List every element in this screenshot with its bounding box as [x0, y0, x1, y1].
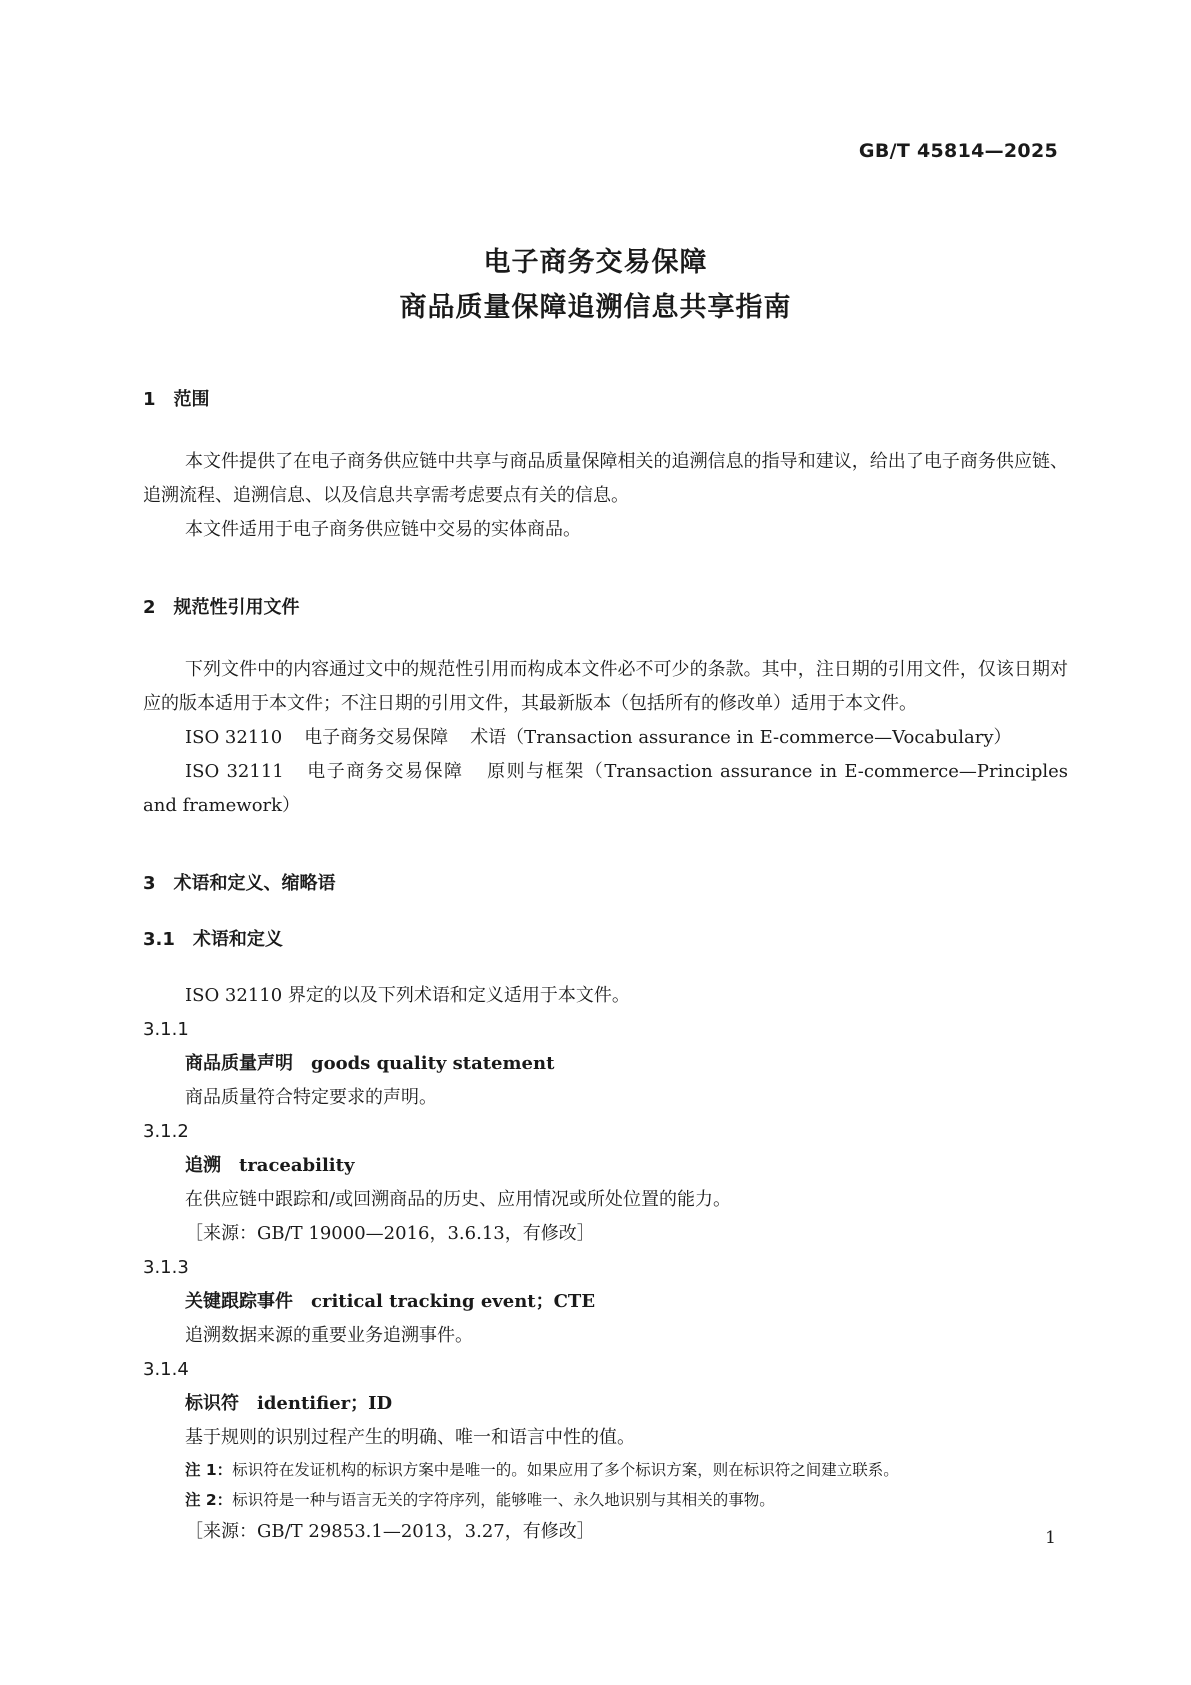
term-note: [143, 1455, 1068, 1485]
term-name: [143, 1149, 1068, 1183]
term-name: [143, 1285, 1068, 1319]
reference-code: ISO 32110: [185, 727, 283, 748]
reference-code: ISO 32111: [185, 761, 284, 782]
reference-desc: 术语（Transaction assurance in E-commerce—Vocabulary）: [470, 727, 1012, 748]
section-title: 术语和定义、缩略语: [173, 873, 336, 894]
standard-code: GB/T 45814—2025: [858, 140, 1058, 162]
subsection-number: 3.1: [143, 929, 175, 950]
term-number: 3.1.4: [143, 1359, 189, 1380]
term-definition: 在供应链中跟踪和/或回溯商品的历史、应用情况或所处位置的能力。: [185, 1189, 732, 1210]
term-name: [143, 1387, 1068, 1421]
term-number: 3.1.2: [143, 1121, 189, 1142]
note-text: 标识符在发证机构的标识方案中是唯一的。如果应用了多个标识方案，则在标识符之间建立联系。: [232, 1461, 899, 1479]
section-title: 规范性引用文件: [173, 597, 300, 618]
term-source: ［来源：GB/T 29853.1—2013，3.27，有修改］: [185, 1521, 595, 1542]
note-label: 注 2：: [185, 1491, 233, 1509]
title-line-1: 电子商务交易保障: [483, 247, 708, 278]
reference-title: 电子商务交易保障: [304, 727, 449, 748]
reference-desc: 原则与框架（Transaction assurance in E-commerce—Principles and framework）: [143, 761, 1068, 816]
term-number: 3.1.3: [143, 1257, 189, 1278]
note-text: 标识符是一种与语言无关的字符序列，能够唯一、永久地识别与其相关的事物。: [232, 1491, 775, 1509]
reference-item: [143, 721, 1068, 755]
subsection-3-1-heading: [143, 923, 1068, 957]
section-1-heading: [143, 383, 1068, 417]
section-2-heading: [143, 591, 1068, 625]
term-definition: 商品质量符合特定要求的声明。: [185, 1087, 437, 1108]
term-en: identifier；ID: [257, 1393, 393, 1414]
section-number: 3: [143, 873, 156, 894]
term-zh: 追溯: [185, 1155, 221, 1176]
term-note: [143, 1485, 1068, 1515]
term-zh: 关键跟踪事件: [185, 1291, 293, 1312]
term-definition: 基于规则的识别过程产生的明确、唯一和语言中性的值。: [185, 1427, 635, 1448]
section-title: 范围: [173, 389, 210, 410]
note-label: 注 1：: [185, 1461, 233, 1479]
document-title: [0, 240, 1191, 330]
subsection-title: 术语和定义: [192, 929, 283, 950]
term-name: [143, 1047, 1068, 1081]
section-number: 1: [143, 389, 156, 410]
term-zh: 标识符: [185, 1393, 239, 1414]
section-number: 2: [143, 597, 156, 618]
paragraph: 本文件提供了在电子商务供应链中共享与商品质量保障相关的追溯信息的指导和建议，给出了电子商务供应链、追溯流程、追溯信息、以及信息共享需考虑要点有关的信息。: [143, 451, 1068, 506]
term-number: 3.1.1: [143, 1019, 189, 1040]
paragraph: 下列文件中的内容通过文中的规范性引用而构成本文件必不可少的条款。其中，注日期的引用文件，仅该日期对应的版本适用于本文件；不注日期的引用文件，其最新版本（包括所有的修改单）适用于本文件。: [143, 659, 1068, 714]
term-source: ［来源：GB/T 19000—2016，3.6.13，有修改］: [185, 1223, 595, 1244]
reference-title: 电子商务交易保障: [305, 761, 464, 782]
reference-item: [143, 755, 1068, 823]
term-zh: 商品质量声明: [185, 1053, 293, 1074]
term-en: traceability: [239, 1155, 355, 1176]
paragraph: 本文件适用于电子商务供应链中交易的实体商品。: [185, 519, 581, 540]
document-body: [143, 383, 1068, 1549]
paragraph: ISO 32110 界定的以及下列术语和定义适用于本文件。: [185, 985, 630, 1006]
title-line-2: 商品质量保障追溯信息共享指南: [399, 292, 792, 323]
page-number: 1: [1045, 1528, 1056, 1548]
term-definition: 追溯数据来源的重要业务追溯事件。: [185, 1325, 473, 1346]
term-en: goods quality statement: [311, 1053, 555, 1074]
section-3-heading: [143, 867, 1068, 901]
term-en: critical tracking event；CTE: [311, 1291, 596, 1312]
